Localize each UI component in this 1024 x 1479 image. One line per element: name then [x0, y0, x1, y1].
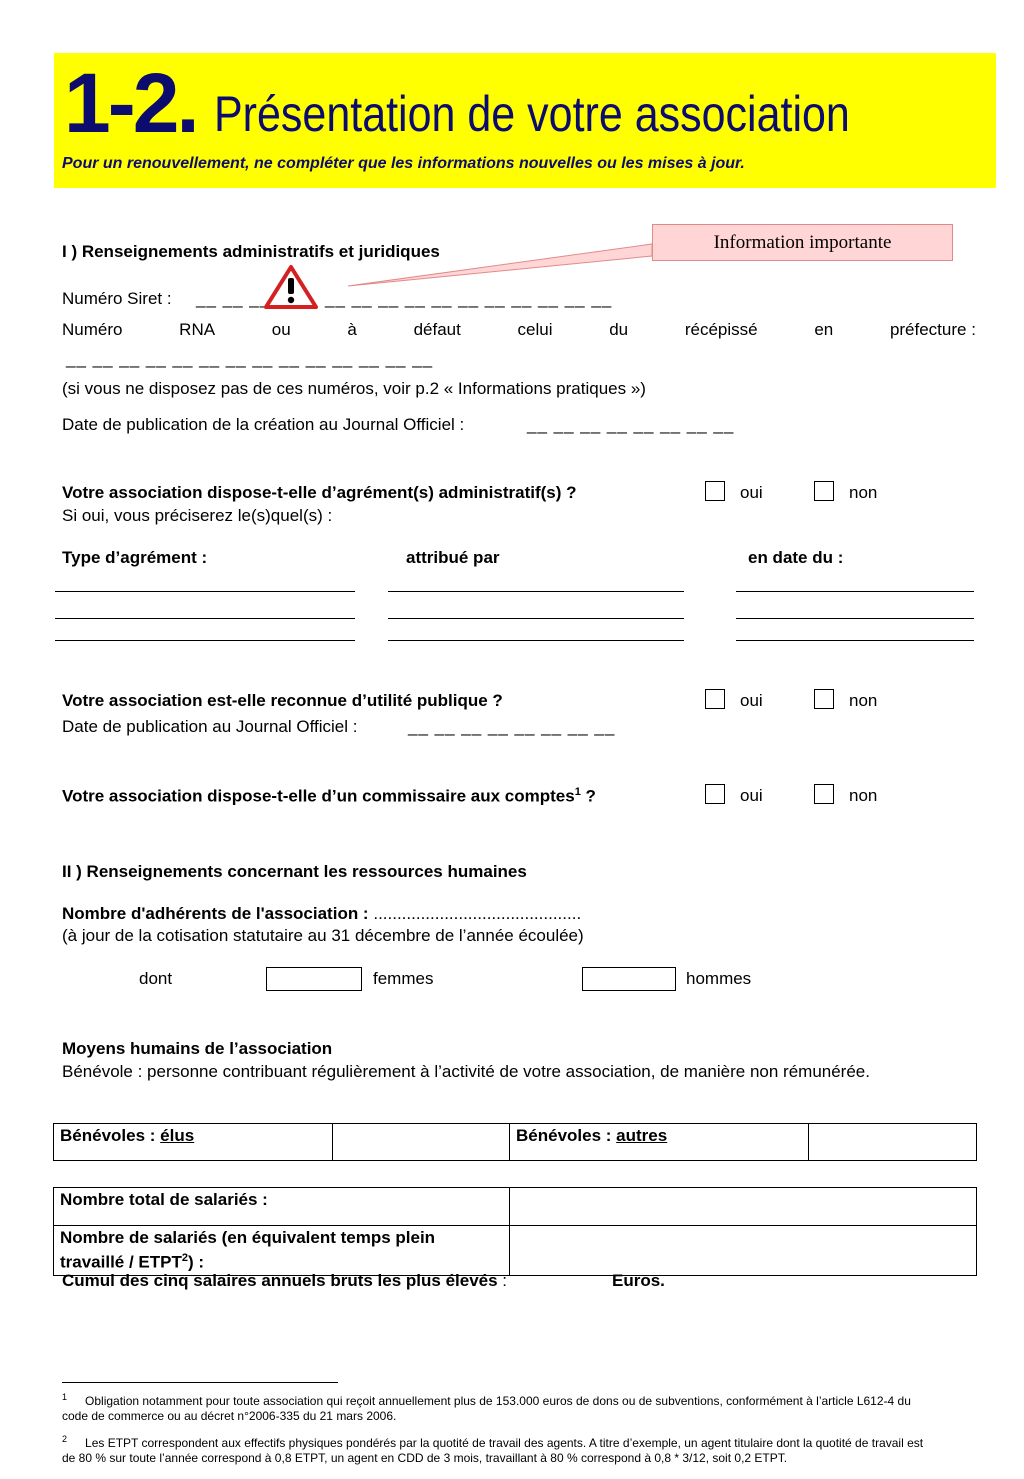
femmes-label: femmes — [373, 969, 434, 988]
warning-triangle-icon — [263, 264, 319, 310]
agrement-attribue-line-3[interactable] — [388, 640, 684, 641]
commissaire-non-checkbox[interactable] — [814, 784, 834, 804]
adherents-input[interactable]: ............................................ — [373, 904, 582, 923]
benevoles-label-text: Bénévoles : — [60, 1126, 161, 1145]
adherents-note: (à jour de la cotisation statutaire au 31 décembre de l’année écoulée) — [62, 926, 584, 945]
etpt-label-end: ) : — [188, 1252, 205, 1272]
siret-input-part2[interactable]: __ __ __ __ __ __ __ __ __ __ __ — [325, 289, 613, 308]
adherents-label: Nombre d'adhérents de l'association : — [62, 904, 369, 923]
footnote-separator — [62, 1382, 338, 1383]
cumul-row — [62, 1271, 507, 1291]
benevoles-autres-label — [510, 1124, 809, 1161]
footnote-2-num: 2 — [62, 1434, 68, 1444]
header-banner — [54, 53, 996, 188]
utilite-question: Votre association est-elle reconnue d’utilité publique ? — [62, 691, 503, 710]
no-numbers-note: (si vous ne disposez pas de ces numéros, voir p.2 « Informations pratiques ») — [62, 379, 646, 398]
rna-word: Numéro — [62, 320, 123, 339]
rna-word: préfecture : — [889, 320, 976, 339]
euros-label: Euros. — [612, 1271, 665, 1290]
hommes-input[interactable] — [582, 967, 676, 991]
etpt-input[interactable] — [510, 1226, 977, 1276]
agrement-type-line-1[interactable] — [55, 591, 355, 592]
utilite-date-label: Date de publication au Journal Officiel : — [62, 717, 358, 736]
agrement-non-label: non — [849, 483, 878, 502]
utilite-date-input[interactable]: __ __ __ __ __ __ __ __ — [408, 717, 616, 736]
cumul-label: Cumul des cinq salaires annuels bruts les plus élevés — [62, 1271, 498, 1290]
elus-text: élus — [160, 1126, 195, 1145]
agrement-question: Votre association dispose-t-elle d’agrément(s) administratif(s) ? — [62, 483, 577, 502]
agrement-non-checkbox[interactable] — [814, 481, 834, 501]
commissaire-non-label: non — [849, 786, 878, 805]
utilite-non-label: non — [849, 691, 878, 710]
callout-important: Information importante — [652, 224, 953, 261]
adherents-row — [62, 904, 581, 924]
rna-word: celui — [517, 320, 553, 339]
benevoles-label-text: Bénévoles : — [516, 1126, 617, 1145]
agrement-type-line-3[interactable] — [55, 640, 355, 641]
page-title: Présentation de votre association — [214, 86, 850, 142]
moyens-heading: Moyens humains de l’association — [62, 1039, 333, 1058]
footnote-ref-1: 1 — [574, 786, 581, 798]
femmes-input[interactable] — [266, 967, 362, 991]
agrement-oui-label: oui — [740, 483, 763, 502]
footnote-2-text: Les ETPT correspondent aux effectifs physiques pondérés par la quotité de travail des agents. A titre d’exemple, un agent titulaire dont la quotité de travail est de 80 % sur toute l’année correspond à 0,8 ETPT, un agent en CDD de 3 mois, travaillant à 80 % correspond à 0,8 * 3/12, soit 0,2 ETPT. — [62, 1436, 924, 1465]
benevoles-autres-input[interactable] — [809, 1124, 977, 1161]
jo-date-label: Date de publication de la création au Journal Officiel : — [62, 415, 465, 434]
etpt-label-text: Nombre de salariés (en équivalent temps plein travaillé / ETPT — [60, 1228, 436, 1272]
siret-label: Numéro Siret : — [62, 289, 172, 308]
rna-word: du — [609, 320, 629, 339]
page-subtitle: Pour un renouvellement, ne compléter que les informations nouvelles ou les mises à jour. — [62, 155, 745, 172]
footnote-ref-2: 2 — [181, 1252, 189, 1264]
agrement-attribue-line-2[interactable] — [388, 618, 684, 619]
benevole-definition: Bénévole : personne contribuant régulièrement à l’activité de votre association, de manière non rémunérée. — [62, 1062, 870, 1081]
rna-word: récépissé — [684, 320, 758, 339]
total-salaries-input[interactable] — [510, 1188, 977, 1226]
commissaire-question-text: Votre association dispose-t-elle d’un commissaire aux comptes — [62, 786, 575, 806]
rna-input[interactable]: __ __ __ __ __ __ __ __ __ __ __ __ __ __ — [66, 349, 434, 368]
rna-word: défaut — [413, 320, 461, 339]
hommes-label: hommes — [686, 969, 752, 988]
col-en-date-du: en date du : — [748, 548, 844, 567]
footnote-2 — [62, 1434, 933, 1466]
salaries-table — [53, 1187, 977, 1276]
commissaire-question-mark: ? — [580, 786, 596, 806]
benevoles-elus-label — [54, 1124, 333, 1161]
dont-label: dont — [139, 969, 173, 988]
agrement-precise: Si oui, vous préciserez le(s)quel(s) : — [62, 506, 333, 525]
col-attribue-par: attribué par — [406, 548, 500, 567]
commissaire-question — [62, 786, 596, 807]
autres-text: autres — [616, 1126, 668, 1145]
commissaire-oui-checkbox[interactable] — [705, 784, 725, 804]
rna-word: en — [814, 320, 834, 339]
agrement-date-line-3[interactable] — [736, 640, 974, 641]
rna-word: à — [347, 320, 357, 339]
benevoles-elus-input[interactable] — [333, 1124, 510, 1161]
rna-word: RNA — [179, 320, 216, 339]
footnote-1-text: Obligation notamment pour toute association qui reçoit annuellement plus de 153.000 euros de dons ou de subventions, conformément à l’article L612-4 du code de commerce ou au décret n°2006-335 du 21 mars 2006. — [62, 1394, 911, 1423]
agrement-date-line-2[interactable] — [736, 618, 974, 619]
utilite-non-checkbox[interactable] — [814, 689, 834, 709]
total-salaries-label: Nombre total de salariés : — [54, 1188, 510, 1226]
utilite-oui-label: oui — [740, 691, 763, 710]
rna-word: ou — [271, 320, 291, 339]
utilite-oui-checkbox[interactable] — [705, 689, 725, 709]
cumul-colon: : — [502, 1271, 508, 1290]
agrement-type-line-2[interactable] — [55, 618, 355, 619]
footnote-1-num: 1 — [62, 1392, 68, 1402]
agrement-oui-checkbox[interactable] — [705, 481, 725, 501]
benevoles-table — [53, 1123, 977, 1161]
col-type-agrement: Type d’agrément : — [62, 548, 208, 567]
siret-input-part1[interactable]: __ __ __ — [196, 289, 271, 308]
etpt-label — [54, 1226, 510, 1276]
rna-label-row — [62, 320, 976, 340]
commissaire-oui-label: oui — [740, 786, 763, 805]
jo-date-input[interactable]: __ __ __ __ __ __ __ __ — [527, 415, 735, 434]
footnote-1 — [62, 1392, 933, 1424]
section-number: 1-2. — [64, 56, 197, 150]
section1-heading: I ) Renseignements administratifs et juridiques — [62, 242, 440, 261]
agrement-attribue-line-1[interactable] — [388, 591, 684, 592]
section2-heading: II ) Renseignements concernant les ressources humaines — [62, 862, 527, 881]
agrement-date-line-1[interactable] — [736, 591, 974, 592]
